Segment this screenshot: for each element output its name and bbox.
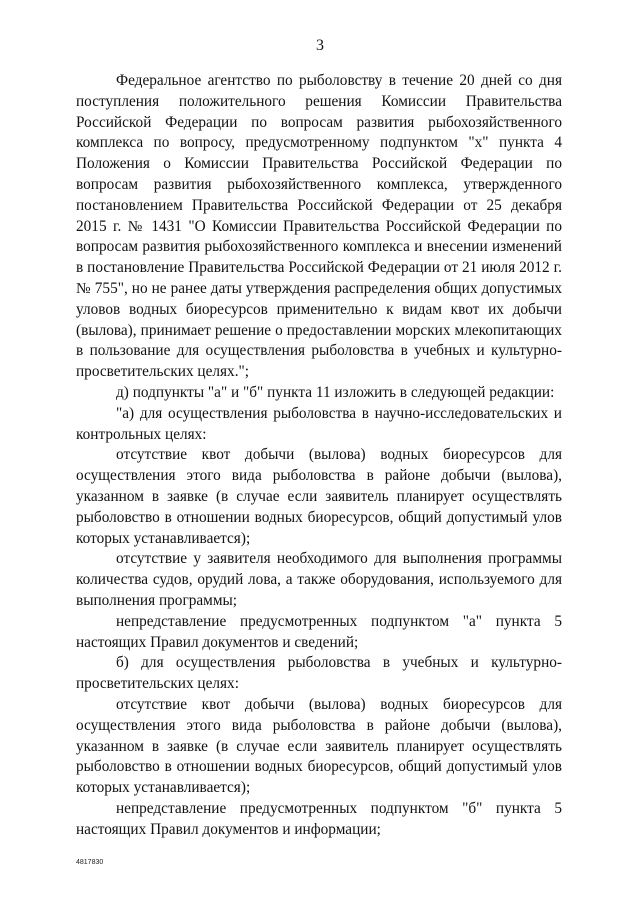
paragraph-no-vessels: отсутствие у заявителя необходимого для выполнения программы количества судов, орудий лова, а также оборудования, используемого для выполнения программы; (76, 550, 562, 609)
paragraph-no-documents-a: непредставление предусмотренных подпунктом "а" пункта 5 настоящих Правил документов и сведений; (76, 612, 562, 651)
paragraph-subitem-b-educational: б) для осуществления рыболовства в учебных и культурно-просветительских целях: (76, 654, 562, 693)
paragraph-fisheries-agency-decision: Федеральное агентство по рыболовству в течение 20 дней со дня поступления положительного решения Комиссии Правительства Российской Федерации по вопросам развития рыбохозяйственного комплекса по вопросу, предусмотренному подпунктом "х" пункта 4 Положения о Комиссии Правительства Российской Федерации по вопросам развития рыбохозяйственного комплекса, утвержденного постановлением Правительства Российской Федерации от 25 декабря 2015 г. № 1431 "О Комиссии Правительства Российской Федерации по вопросам развития рыбохозяйственного комплекса и внесении изменений в постановление Правительства Российской Федерации от 21 июля 2012 г. № 755", но не ранее даты утверждения распределения общих допустимых уловов водных биоресурсов применительно к видам квот их добычи (вылова), принимает решение о предоставлении морских млекопитающих в пользование для осуществления рыболовства в учебных и культурно-просветительских целях."; (76, 72, 562, 381)
paragraph-no-quotas-research: отсутствие квот добычи (вылова) водных биоресурсов для осуществления этого вида рыболовства в районе добычи (вылова), указанном в заявке (в случае если заявитель планирует осуществлять рыболовство в отношении водных биоресурсов, общий допустимый улов которых устанавливается); (76, 446, 562, 547)
paragraph-no-documents-b: непредставление предусмотренных подпунктом "б" пункта 5 настоящих Правил документов и информации; (76, 799, 562, 838)
paragraph-subitem-a-research: "а) для осуществления рыболовства в научно-исследовательских и контрольных целях: (76, 404, 562, 443)
paragraph-subitem-d: д) подпункты "а" и "б" пункта 11 изложить в следующей редакции: (116, 383, 555, 401)
document-body (76, 71, 562, 840)
page-number: 3 (316, 37, 324, 54)
paragraph-no-quotas-educational: отсутствие квот добычи (вылова) водных биоресурсов для осуществления этого вида рыболовства в районе добычи (вылова), указанном в заявке (в случае если заявитель планирует осуществлять рыболовство в отношении водных биоресурсов, общий допустимый улов которых устанавливается); (76, 695, 562, 797)
document-id: 4817830 (76, 859, 104, 866)
